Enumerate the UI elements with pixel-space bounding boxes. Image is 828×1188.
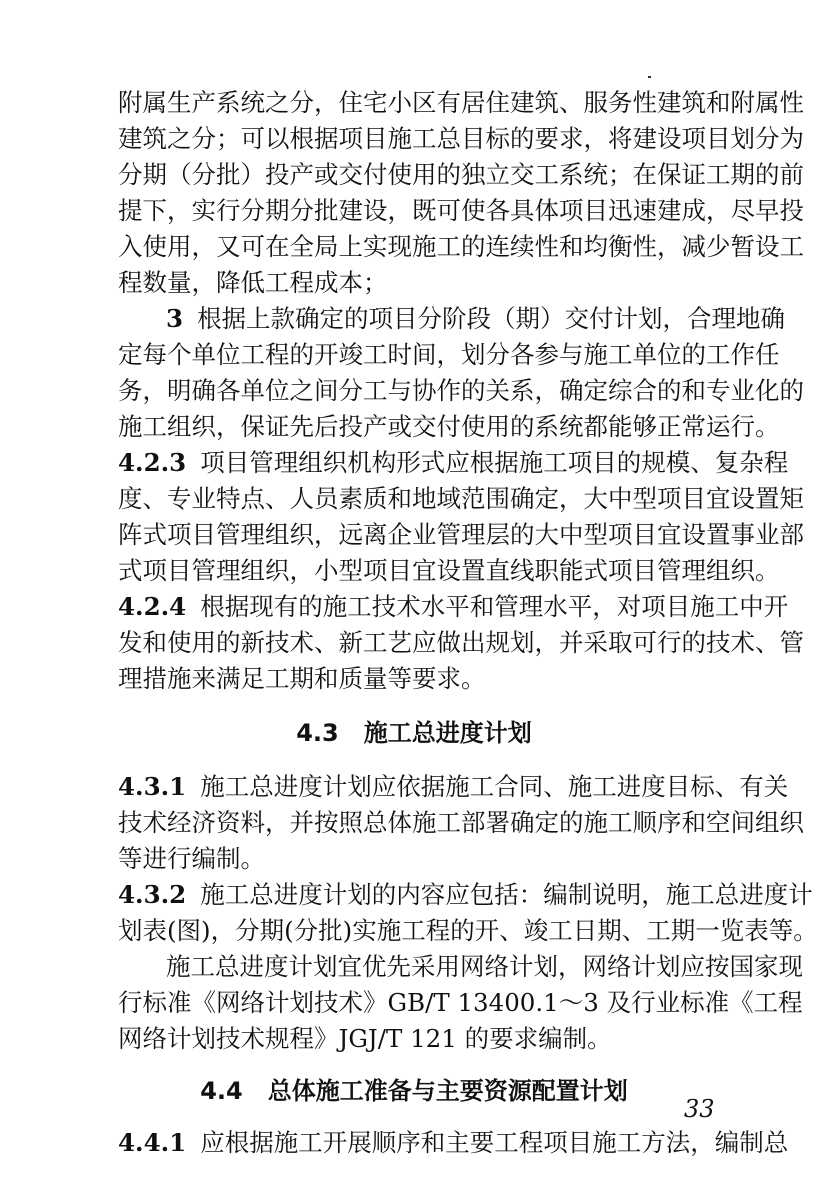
section-heading-4-3: 4.3 施工总进度计划 — [296, 719, 532, 747]
text-line: 划表(图)，分期(分批)实施工程的开、竣工日期、工期一览表等。 — [118, 916, 818, 945]
clause-4-4-1: 4.4.1 应根据施工开展顺序和主要工程项目施工方法，编制总 — [118, 1128, 789, 1157]
text-line: 网络计划技术规程》JGJ/T 121 的要求编制。 — [118, 1024, 612, 1053]
page-number: 33 — [684, 1095, 715, 1123]
text-line: 技术经济资料，并按照总体施工部署确定的施工顺序和空间组织 — [118, 808, 804, 837]
text-line: 施工组织，保证先后投产或交付使用的系统都能够正常运行。 — [118, 412, 780, 441]
text-line: 程数量，降低工程成本； — [118, 268, 388, 297]
text-line: 等进行编制。 — [118, 844, 265, 873]
clause-4-3-1: 4.3.1 施工总进度计划应依据施工合同、施工进度目标、有关 — [118, 772, 789, 801]
text-line: 理措施来满足工期和质量等要求。 — [118, 664, 486, 693]
text-line: 式项目管理组织，小型项目宜设置直线职能式项目管理组织。 — [118, 556, 780, 585]
text-line: 建筑之分；可以根据项目施工总目标的要求，将建设项目划分为 — [118, 124, 804, 153]
text-line: 施工总进度计划宜优先采用网络计划，网络计划应按国家现 — [166, 952, 803, 981]
clause-number: 4.2.4 — [118, 592, 187, 621]
clause-4-2-3: 4.2.3 项目管理组织机构形式应根据施工项目的规模、复杂程 — [118, 448, 789, 477]
text-line: 入使用，又可在全局上实现施工的连续性和均衡性，减少暂设工 — [118, 232, 804, 261]
item-3-line: 3 根据上款确定的项目分阶段（期）交付计划，合理地确 — [166, 304, 786, 333]
text-line: 阵式项目管理组织，远离企业管理层的大中型项目宜设置事业部 — [118, 520, 804, 549]
clause-number: 4.3.1 — [118, 772, 187, 801]
text-line: 度、专业特点、人员素质和地域范围确定，大中型项目宜设置矩 — [118, 484, 804, 513]
text-line: 附属生产系统之分，住宅小区有居住建筑、服务性建筑和附属性 — [118, 88, 804, 117]
clause-number: 4.2.3 — [118, 448, 187, 477]
text-line: 务，明确各单位之间分工与协作的关系，确定综合的和专业化的 — [118, 376, 804, 405]
text-line: 分期（分批）投产或交付使用的独立交工系统；在保证工期的前 — [118, 160, 804, 189]
clause-number: 4.3.2 — [118, 880, 187, 909]
clause-4-3-2: 4.3.2 施工总进度计划的内容应包括：编制说明，施工总进度计 — [118, 880, 813, 909]
text-line: 发和使用的新技术、新工艺应做出规划，并采取可行的技术、管 — [118, 628, 804, 657]
clause-4-2-4: 4.2.4 根据现有的施工技术水平和管理水平，对项目施工中开 — [118, 592, 789, 621]
clause-number: 4.4.1 — [118, 1128, 187, 1157]
text-line: 定每个单位工程的开竣工时间，划分各参与施工单位的工作任 — [118, 340, 780, 369]
scan-mark — [648, 76, 651, 78]
item-number: 3 — [166, 304, 184, 333]
text-line: 提下，实行分期分批建设，既可使各具体项目迅速建成，尽早投 — [118, 196, 804, 225]
section-heading-4-4: 4.4 总体施工准备与主要资源配置计划 — [200, 1077, 628, 1105]
text-line: 行标准《网络计划技术》GB/T 13400.1～3 及行业标准《工程 — [118, 988, 803, 1017]
